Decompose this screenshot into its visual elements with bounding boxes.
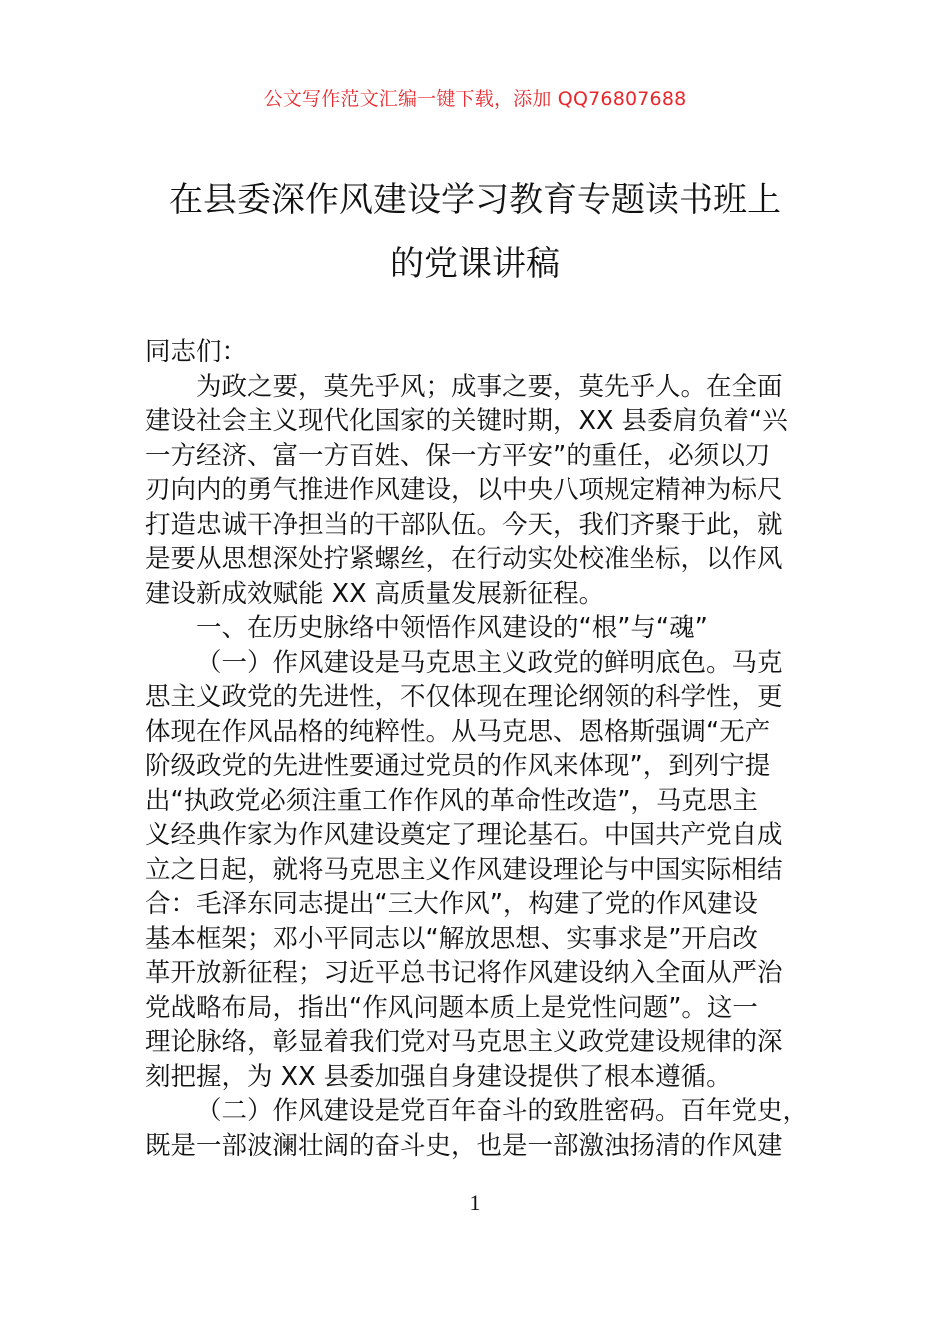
subsection-1-line: 革开放新征程；习近平总书记将作风建设纳入全面从严治: [145, 958, 783, 988]
page-number: 1: [469, 1190, 481, 1215]
title-line-1: 在县委深作风建设学习教育专题读书班上: [169, 180, 781, 220]
subsection-1-line: 基本框架；邓小平同志以“解放思想、实事求是”开启改: [145, 923, 758, 954]
subsection-1-line: 立之日起，就将马克思主义作风建设理论与中国实际相结: [145, 854, 783, 885]
paragraph-intro-line: 为政之要，莫先乎风；成事之要，莫先乎人。在全面: [196, 371, 783, 402]
subsection-1-line: 思主义政党的先进性，不仅体现在理论纲领的科学性，更: [145, 682, 783, 712]
watermark-download-notice: 公文写作范文汇编一键下载，添加 QQ76807688: [263, 88, 687, 110]
document-body: [145, 335, 810, 1163]
paragraph-intro-line: 刃向内的勇气推进作风建设，以中央八项规定精神为标尺: [145, 475, 783, 505]
paragraph-intro-line: 建设新成效赋能 XX 高质量发展新征程。: [145, 578, 605, 609]
paragraph-intro-line: 一方经济、富一方百姓、保一方平安”的重任，必须以刀: [145, 440, 771, 471]
subsection-2-line: （二）作风建设是党百年奋斗的致胜密码。百年党史，: [196, 1096, 809, 1126]
subsection-1-line: 出“执政党必须注重工作作风的革命性改造”，马克思主: [145, 785, 758, 816]
title-line-2: 的党课讲稿: [390, 244, 560, 284]
subsection-1-line: 党战略布局，指出“作风问题本质上是党性问题”。这一: [145, 992, 758, 1023]
subsection-1-line: 合：毛泽东同志提出“三大作风”，构建了党的作风建设: [145, 889, 758, 919]
paragraph-intro-line: 建设社会主义现代化国家的关键时期，XX 县委肩负着“兴: [145, 406, 788, 436]
subsection-1-line: 刻把握，为 XX 县委加强自身建设提供了根本遵循。: [145, 1061, 732, 1092]
subsection-1-line: （一）作风建设是马克思主义政党的鲜明底色。马克: [196, 647, 783, 678]
subsection-1-line: 阶级政党的先进性要通过党员的作风来体现”，到列宁提: [145, 751, 771, 781]
subsection-1-line: 理论脉络，彰显着我们党对马克思主义政党建设规律的深: [145, 1027, 783, 1057]
paragraph-intro-line: 打造忠诚干净担当的干部队伍。今天，我们齐聚于此，就: [145, 509, 783, 540]
subsection-1-line: 义经典作家为作风建设奠定了理论基石。中国共产党自成: [145, 820, 783, 850]
document-title: [145, 168, 805, 296]
subsection-1-line: 体现在作风品格的纯粹性。从马克思、恩格斯强调“无产: [145, 716, 771, 747]
salutation: 同志们：: [145, 337, 248, 367]
paragraph-intro-line: 是要从思想深处拧紧螺丝，在行动实处校准坐标，以作风: [145, 544, 783, 574]
subsection-2-line: 既是一部波澜壮阔的奋斗史，也是一部激浊扬清的作风建: [145, 1130, 783, 1161]
section-heading-1: 一、在历史脉络中领悟作风建设的“根”与“魂”: [196, 613, 708, 643]
